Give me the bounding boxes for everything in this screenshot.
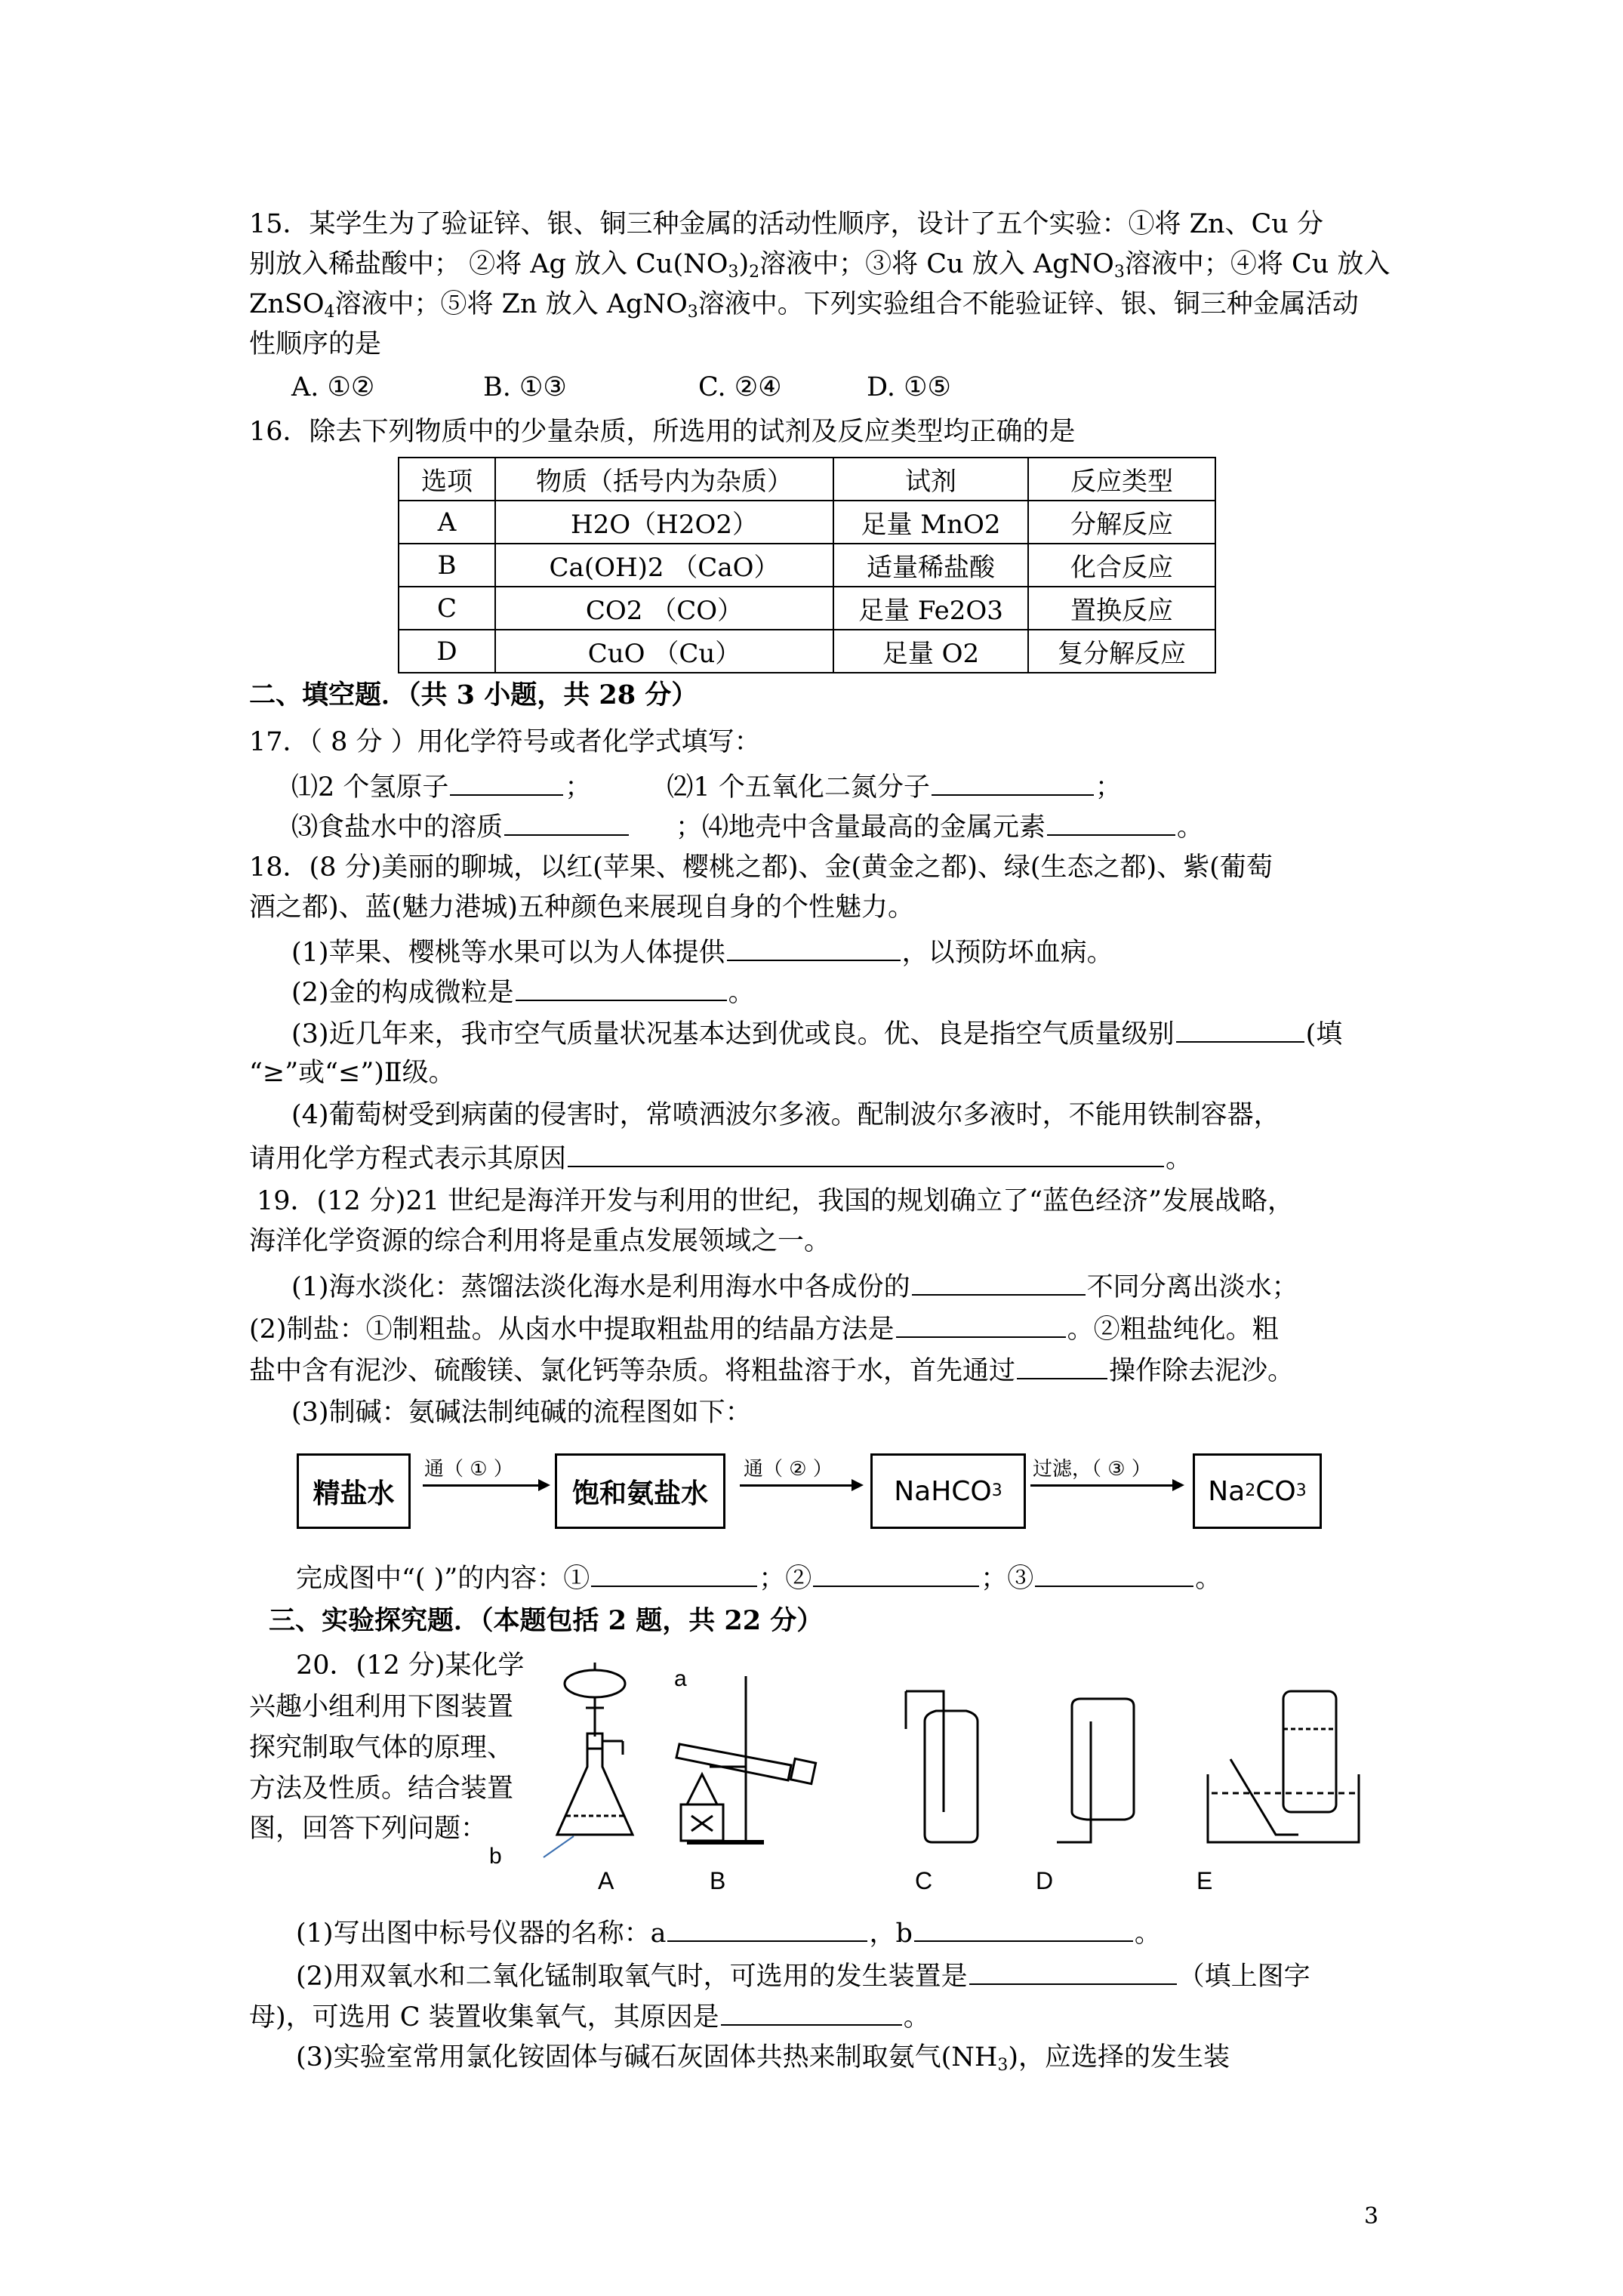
q16-table bbox=[398, 457, 1216, 673]
table-row bbox=[399, 630, 1215, 673]
apparatus-b-heating bbox=[676, 1676, 816, 1842]
q20-part1: (1)写出图中标号仪器的名称：a ，b 。 bbox=[296, 1915, 1161, 1951]
q19-line2: 海洋化学资源的综合利用将是重点发展领域之一。 bbox=[249, 1226, 831, 1256]
q17-stem: 17．（ 8 分 ）用化学符号或者化学式填写： bbox=[249, 727, 761, 757]
answer-blank[interactable] bbox=[896, 1311, 1066, 1338]
q19-complete-line: 完成图中“( )”的内容：① ；② ；③ 。 bbox=[296, 1560, 1221, 1596]
apparatus-label-a: A bbox=[598, 1867, 614, 1894]
q16-stem: 16．除去下列物质中的少量杂质，所选用的试剂及反应类型均正确的是 bbox=[249, 417, 1076, 447]
table-cell: CuO （Cu） bbox=[495, 630, 833, 673]
table-row bbox=[399, 544, 1215, 587]
q18-line2: 酒之都)、蓝(魅力港城)五种颜色来展现自身的个性魅力。 bbox=[249, 892, 914, 923]
table-cell: D bbox=[399, 630, 495, 673]
q15-line3: ZnSO$_4$溶液中；⑤将 Zn 放入 AgNO$_3$溶液中。下列实验组合不能验证锌、银、铜三种金属活动 bbox=[249, 289, 1359, 322]
q15-line1: 15．某学生为了验证锌、银、铜三种金属的活动性顺序，设计了五个实验：①将 Zn、Cu 分 bbox=[249, 209, 1323, 239]
table-cell: 置换反应 bbox=[1028, 587, 1215, 630]
apparatus-label-d: D bbox=[1036, 1867, 1054, 1894]
table-cell: 复分解反应 bbox=[1028, 630, 1215, 673]
table-cell: 足量 MnO2 bbox=[833, 501, 1028, 544]
table-cell: A bbox=[399, 501, 495, 544]
answer-blank[interactable] bbox=[591, 1560, 757, 1587]
q19-part2-cont: 盐中含有泥沙、硫酸镁、氯化钙等杂质。将粗盐溶于水，首先通过 操作除去泥沙。 bbox=[249, 1352, 1294, 1388]
table-cell: C bbox=[399, 587, 495, 630]
flow-box-ammoniated-brine: 饱和氨盐水 bbox=[555, 1453, 725, 1529]
q20-part3: (3)实验室常用氯化铵固体与碱石灰固体共热来制取氨气$(NH_3)$，应选择的发生装 bbox=[296, 2042, 1230, 2075]
answer-blank[interactable] bbox=[932, 769, 1094, 796]
answer-blank[interactable] bbox=[568, 1140, 1164, 1167]
table-header-cell: 选项 bbox=[399, 458, 495, 501]
apparatus-e-trough bbox=[1208, 1691, 1359, 1842]
label-a: a bbox=[674, 1666, 687, 1691]
q15-line4: 性顺序的是 bbox=[249, 329, 382, 359]
q15-option-d: D. ①⑤ bbox=[867, 372, 951, 402]
table-header-cell: 反应类型 bbox=[1028, 458, 1215, 501]
table-cell: 足量 O2 bbox=[833, 630, 1028, 673]
table-cell: 适量稀盐酸 bbox=[833, 544, 1028, 587]
table-header-row bbox=[399, 458, 1215, 501]
answer-blank[interactable] bbox=[450, 769, 563, 796]
answer-blank[interactable] bbox=[914, 1915, 1133, 1942]
table-row bbox=[399, 587, 1215, 630]
apparatus-c-bottle bbox=[906, 1691, 978, 1842]
q18-part3: (3)近几年来，我市空气质量状况基本达到优或良。优、良是指空气质量级别 (填 bbox=[291, 1015, 1342, 1052]
answer-blank[interactable] bbox=[1035, 1560, 1193, 1587]
table-cell: 分解反应 bbox=[1028, 501, 1215, 544]
q20-text-3: 探究制取气体的原理、 bbox=[249, 1733, 514, 1763]
q15-option-a: A. ①② bbox=[291, 372, 375, 402]
answer-blank[interactable] bbox=[912, 1268, 1086, 1296]
q20-text-2: 兴趣小组利用下图装置 bbox=[249, 1692, 514, 1722]
q17-line1: ⑴2 个氢原子 ； ⑵1 个五氧化二氮分子 ； bbox=[291, 769, 1122, 805]
table-header-cell: 物质（括号内为杂质） bbox=[495, 458, 833, 501]
apparatus-label-e: E bbox=[1196, 1867, 1213, 1894]
answer-blank[interactable] bbox=[1017, 1352, 1107, 1379]
table-cell: 化合反应 bbox=[1028, 544, 1215, 587]
q18-part4: (4)葡萄树受到病菌的侵害时，常喷洒波尔多液。配制波尔多液时，不能用铁制容器， bbox=[291, 1100, 1280, 1130]
q20-text-4: 方法及性质。结合装置 bbox=[249, 1774, 514, 1804]
section-heading-fill-in: 二、填空题．（共 3 小题，共 28 分） bbox=[249, 680, 698, 710]
q18-part2: (2)金的构成微粒是 。 bbox=[291, 974, 755, 1010]
table-header-cell: 试剂 bbox=[833, 458, 1028, 501]
answer-blank[interactable] bbox=[504, 809, 629, 836]
apparatus-d-bottle bbox=[1057, 1699, 1134, 1842]
q15-option-c: C. ②④ bbox=[698, 372, 782, 402]
q20-part2: (2)用双氧水和二氧化锰制取氧气时，可选用的发生装置是 （填上图字 bbox=[296, 1958, 1310, 1994]
q15-option-b: B. ①③ bbox=[483, 372, 567, 402]
table-cell: CO2 （CO） bbox=[495, 587, 833, 630]
flow-box-brine: 精盐水 bbox=[297, 1453, 411, 1529]
table-cell: B bbox=[399, 544, 495, 587]
answer-blank[interactable] bbox=[1047, 809, 1175, 836]
q19-part3: (3)制碱：氨碱法制纯碱的流程图如下： bbox=[291, 1398, 752, 1428]
q18-part1: (1)苹果、樱桃等水果可以为人体提供 ，以预防坏血病。 bbox=[291, 934, 1113, 970]
q18-part4-cont: 请用化学方程式表示其原因 。 bbox=[249, 1140, 1192, 1176]
flow-label-step2: 通（ ② ） bbox=[744, 1458, 833, 1481]
flow-box-nahco3: NaHCO 3 bbox=[870, 1453, 1026, 1529]
q18-line1: 18．(8 分)美丽的聊城，以红(苹果、樱桃之都)、金(黄金之都)、绿(生态之都)、紫(葡萄 bbox=[249, 852, 1273, 883]
q20-text-1: 20．(12 分)某化学 bbox=[296, 1650, 525, 1681]
answer-blank[interactable] bbox=[516, 974, 727, 1001]
answer-blank[interactable] bbox=[667, 1915, 867, 1942]
flow-arrow-2 bbox=[740, 1484, 861, 1487]
apparatus-a-flask bbox=[557, 1663, 633, 1835]
table-cell: 足量 Fe2O3 bbox=[833, 587, 1028, 630]
table-row bbox=[399, 501, 1215, 544]
q20-part2-cont: 母)，可选用 C 装置收集氧气，其原因是 。 bbox=[249, 1999, 930, 2035]
apparatus-label-c: C bbox=[915, 1867, 933, 1894]
answer-blank[interactable] bbox=[727, 934, 901, 961]
table-cell: Ca(OH)2 （CaO） bbox=[495, 544, 833, 587]
flow-arrow-3 bbox=[1030, 1484, 1181, 1487]
page-number: 3 bbox=[1364, 2203, 1379, 2230]
q19-part1: (1)海水淡化：蒸馏法淡化海水是利用海水中各成份的 不同分离出淡水； bbox=[291, 1268, 1298, 1305]
label-b: b bbox=[489, 1844, 502, 1869]
apparatus-figure bbox=[483, 1661, 1366, 1888]
flow-arrow-1 bbox=[423, 1484, 547, 1487]
apparatus-label-b: B bbox=[710, 1867, 726, 1894]
table-cell: H2O（H2O2） bbox=[495, 501, 833, 544]
q15-line2: 别放入稀盐酸中； ②将 Ag 放入 $Cu(NO_3)_2$溶液中；③将 Cu 放入 AgNO$_3$溶液中；④将 Cu 放入 bbox=[249, 249, 1390, 282]
flow-box-na2co3: Na 2 CO 3 bbox=[1193, 1453, 1322, 1529]
q19-line1: 19．(12 分)21 世纪是海洋开发与利用的世纪，我国的规划确立了“蓝色经济”发展战略， bbox=[257, 1186, 1294, 1216]
flow-label-step3: 过滤，（ ③ ） bbox=[1033, 1458, 1151, 1481]
q18-part3-cont: “≥”或“≤”)Ⅱ级。 bbox=[249, 1058, 455, 1088]
flow-label-step1: 通（ ① ） bbox=[424, 1458, 513, 1481]
q17-line2: ⑶食盐水中的溶质 ；⑷地壳中含量最高的金属元素 。 bbox=[291, 809, 1203, 845]
section-heading-experiment: 三、实验探究题．（本题包括 2 题，共 22 分） bbox=[269, 1605, 824, 1636]
answer-blank[interactable] bbox=[969, 1958, 1177, 1985]
q20-text-5: 图，回答下列问题： bbox=[249, 1814, 488, 1844]
answer-blank[interactable] bbox=[813, 1560, 979, 1587]
answer-blank[interactable] bbox=[721, 1999, 902, 2026]
q19-part2: (2)制盐：①制粗盐。从卤水中提取粗盐用的结晶方法是 。②粗盐纯化。粗 bbox=[249, 1311, 1279, 1347]
answer-blank[interactable] bbox=[1176, 1015, 1304, 1043]
